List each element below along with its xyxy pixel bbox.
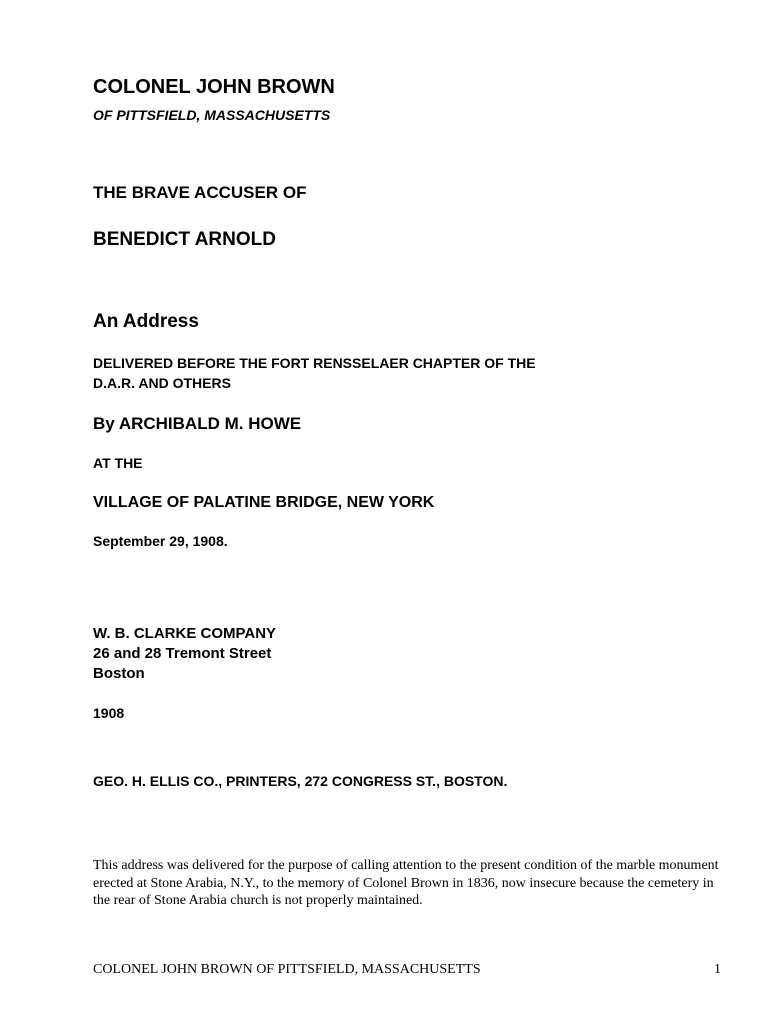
publisher-street: 26 and 28 Tremont Street [93,645,272,662]
delivered-line-2: D.A.R. AND OTHERS [93,375,231,391]
at-the-line: AT THE [93,455,143,471]
note-paragraph: This address was delivered for the purpose of calling attention to the present condition of the marble monument erected at Stone Arabia, N.Y., to the memory of Colonel Brown in 1836, now insecure because the cemetery in the rear of Stone Arabia church is not properly maintained. [93,858,719,908]
publisher-name: W. B. CLARKE COMPANY [93,625,277,642]
document-subtitle: OF PITTSFIELD, MASSACHUSETTS [93,107,331,123]
publisher-city: Boston [93,665,145,682]
publication-year: 1908 [93,705,125,721]
footer-running-title: COLONEL JOHN BROWN OF PITTSFIELD, MASSACHUSETTS [93,962,481,977]
heading-line-1: THE BRAVE ACCUSER OF [93,183,307,202]
author-line: By ARCHIBALD M. HOWE [93,414,302,433]
delivered-statement [93,353,536,393]
delivered-line-1: DELIVERED BEFORE THE FORT RENSSELAER CHAPTER OF THE [93,355,536,371]
page-footer [93,962,721,978]
address-heading: An Address [93,311,199,332]
page-number: 1 [714,962,721,977]
date-line: September 29, 1908. [93,533,228,549]
publisher-block [93,624,276,684]
village-line: VILLAGE OF PALATINE BRIDGE, NEW YORK [93,494,435,511]
heading-line-2: BENEDICT ARNOLD [93,229,276,250]
printer-line: GEO. H. ELLIS CO., PRINTERS, 272 CONGRESS ST., BOSTON. [93,773,508,789]
document-title: COLONEL JOHN BROWN [93,76,335,98]
